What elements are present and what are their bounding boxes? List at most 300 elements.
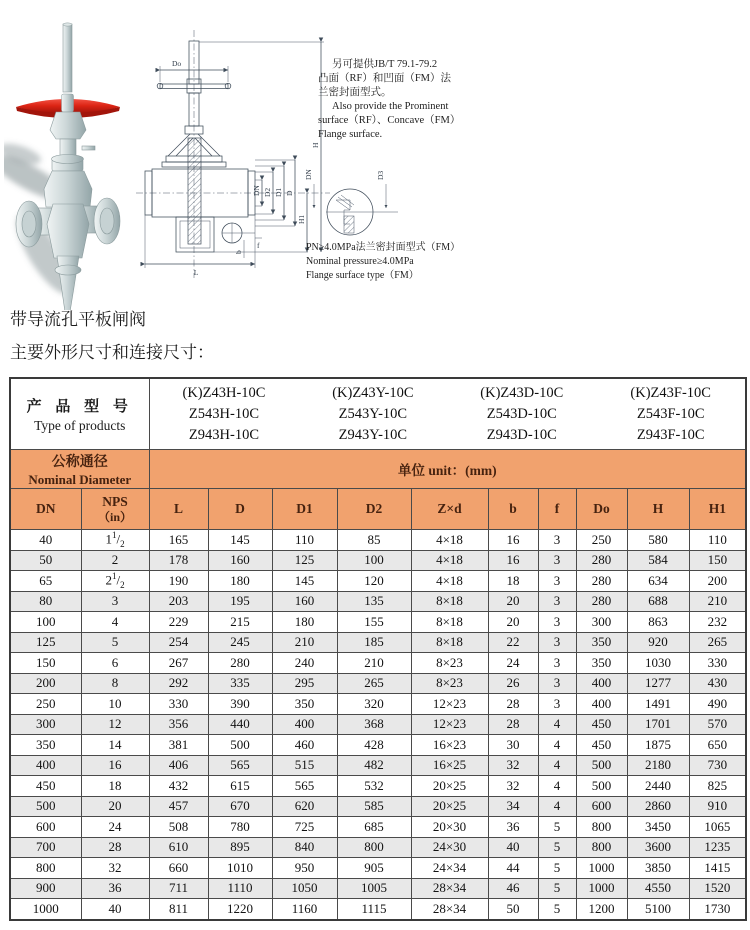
cell: 800 [576, 837, 627, 858]
svg-text:H1: H1 [297, 214, 306, 224]
column-header-label: b [509, 501, 517, 516]
cell: 1875 [627, 735, 689, 756]
cell: 3 [538, 653, 576, 674]
cell: 800 [10, 858, 81, 879]
cell: 200 [689, 571, 746, 592]
cell: 6 [81, 653, 149, 674]
cell: 18 [488, 571, 538, 592]
cell: 8×18 [411, 612, 488, 633]
cell: 8×23 [411, 673, 488, 694]
cell: 584 [627, 550, 689, 571]
cell: 12×23 [411, 694, 488, 715]
cell: 428 [337, 735, 411, 756]
cell: 3 [538, 632, 576, 653]
cell: 267 [149, 653, 208, 674]
cell: 28×34 [411, 878, 488, 899]
cell: 508 [149, 817, 208, 838]
column-header-row [10, 489, 746, 530]
cell: 20×25 [411, 776, 488, 797]
cell: 2 [81, 550, 149, 571]
cell: 1491 [627, 694, 689, 715]
cell: 350 [576, 653, 627, 674]
column-header-7 [411, 489, 488, 530]
valve-photo [4, 18, 139, 310]
cell: 460 [272, 735, 337, 756]
section-titles [10, 303, 214, 369]
cell: 125 [10, 632, 81, 653]
cell: 585 [337, 796, 411, 817]
cell: 500 [10, 796, 81, 817]
cell: 800 [576, 817, 627, 838]
column-header-label: L [174, 501, 184, 516]
cell: 44 [488, 858, 538, 879]
cell: 32 [488, 755, 538, 776]
svg-text:D1: D1 [274, 187, 283, 197]
cell: 24×34 [411, 858, 488, 879]
cell: 40 [81, 899, 149, 920]
cell: 36 [488, 817, 538, 838]
cell: 8×23 [411, 653, 488, 674]
product-model-group-3 [447, 383, 596, 446]
cell: 634 [627, 571, 689, 592]
column-header-3 [149, 489, 208, 530]
cell: 390 [208, 694, 272, 715]
cell: 4×18 [411, 550, 488, 571]
cell: 570 [689, 714, 746, 735]
cell: 190 [149, 571, 208, 592]
cell: 120 [337, 571, 411, 592]
cell: 150 [10, 653, 81, 674]
cell: 350 [10, 735, 81, 756]
nominal-diameter-label-en: Nominal Diameter [28, 471, 132, 487]
cell: 46 [488, 878, 538, 899]
cell: 1065 [689, 817, 746, 838]
table-row-dn-50 [10, 550, 746, 571]
flange-note [318, 58, 514, 142]
column-header-5 [272, 489, 337, 530]
cell: 232 [689, 612, 746, 633]
table-row-dn-65 [10, 571, 746, 592]
cell: 16 [488, 550, 538, 571]
cell: 905 [337, 858, 411, 879]
cell: 450 [576, 735, 627, 756]
note-line: surface（RF）、Concave（FM） [318, 115, 461, 127]
table-row-dn-800 [10, 858, 746, 879]
cell: 245 [208, 632, 272, 653]
cell: 36 [81, 878, 149, 899]
svg-text:DN: DN [304, 169, 313, 180]
cell: 565 [208, 755, 272, 776]
cell: 65 [10, 571, 81, 592]
cell: 20 [81, 796, 149, 817]
cell: 2860 [627, 796, 689, 817]
column-header-label: D1 [296, 501, 313, 516]
cell: 660 [149, 858, 208, 879]
cell: 20 [488, 612, 538, 633]
seat-detail-drawing [298, 164, 402, 246]
dimension-drawing [132, 26, 334, 296]
cell: 4×18 [411, 571, 488, 592]
cell: 490 [689, 694, 746, 715]
cell: 14 [81, 735, 149, 756]
svg-text:L: L [193, 268, 199, 277]
cell: 8×18 [411, 591, 488, 612]
column-header-11 [627, 489, 689, 530]
table-row-dn-100 [10, 612, 746, 633]
table-row-dn-150 [10, 653, 746, 674]
cell: 178 [149, 550, 208, 571]
cell: 16×23 [411, 735, 488, 756]
cell: 229 [149, 612, 208, 633]
cell: 3450 [627, 817, 689, 838]
cell: 8 [81, 673, 149, 694]
cell: 100 [10, 612, 81, 633]
cell: 80 [10, 591, 81, 612]
cell: 24×30 [411, 837, 488, 858]
product-model-group-2 [298, 383, 447, 446]
table-caption: 主要外形尺寸和连接尺寸： [10, 343, 214, 362]
column-header-sublabel: （in） [98, 509, 133, 524]
cell: 4 [538, 755, 576, 776]
cell: 8×18 [411, 632, 488, 653]
cell: 155 [337, 612, 411, 633]
column-header-label: H1 [708, 501, 726, 516]
cell: 3 [538, 530, 576, 551]
cell: 3 [538, 550, 576, 571]
cell: 100 [337, 550, 411, 571]
product-model: Z543Y-10C [338, 405, 408, 422]
table-row-dn-300 [10, 714, 746, 735]
cell: 24 [488, 653, 538, 674]
cell: 400 [576, 673, 627, 694]
cell: 600 [576, 796, 627, 817]
cell: 24 [81, 817, 149, 838]
column-header-label: f [554, 501, 560, 516]
cell: 1160 [272, 899, 337, 920]
svg-text:f: f [257, 241, 260, 250]
cell: 135 [337, 591, 411, 612]
cell: 615 [208, 776, 272, 797]
cell: 3 [538, 694, 576, 715]
cell: 350 [576, 632, 627, 653]
product-model: Z943Y-10C [338, 426, 408, 443]
product-models-cell [149, 378, 746, 450]
cell: 3 [538, 612, 576, 633]
cell: 1030 [627, 653, 689, 674]
cell: 292 [149, 673, 208, 694]
cell: 580 [627, 530, 689, 551]
column-header-label: DN [36, 501, 56, 516]
cell: 600 [10, 817, 81, 838]
column-header-6 [337, 489, 411, 530]
cell: 330 [149, 694, 208, 715]
cell: 950 [272, 858, 337, 879]
cell: 28 [488, 714, 538, 735]
svg-text:b: b [234, 250, 243, 254]
cell: 20×25 [411, 796, 488, 817]
technical-drawing [132, 26, 334, 296]
cell: 400 [576, 694, 627, 715]
cell: 145 [272, 571, 337, 592]
table-row-dn-450 [10, 776, 746, 797]
cell: 320 [337, 694, 411, 715]
note-line: Flange surface. [318, 129, 383, 141]
column-header-label: Do [593, 501, 610, 516]
note-line: PN≥4.0MPa法兰密封面型式（FM） [306, 242, 461, 253]
table-row-dn-900 [10, 878, 746, 899]
dimension-table [9, 377, 747, 921]
cell: 3600 [627, 837, 689, 858]
cell: 5100 [627, 899, 689, 920]
cell: 5 [538, 899, 576, 920]
cell: 40 [10, 530, 81, 551]
cell: 1200 [576, 899, 627, 920]
cell: 5 [538, 878, 576, 899]
cell: 20×30 [411, 817, 488, 838]
column-header-label: D [235, 501, 245, 516]
cell: 1050 [272, 878, 337, 899]
valve-bonnet [44, 112, 95, 207]
cell: 160 [272, 591, 337, 612]
product-model-group-1 [150, 383, 299, 446]
unit-label: 单位 unit：(mm) [149, 450, 746, 489]
product-type-label-en: Type of products [34, 417, 126, 433]
cell: 16 [81, 755, 149, 776]
cell: 300 [10, 714, 81, 735]
cell: 620 [272, 796, 337, 817]
cell: 210 [689, 591, 746, 612]
cell: 780 [208, 817, 272, 838]
svg-text:D2: D2 [263, 187, 272, 197]
cell: 356 [149, 714, 208, 735]
cell: 3 [538, 571, 576, 592]
cell: 670 [208, 796, 272, 817]
cell: 110 [272, 530, 337, 551]
cell: 500 [576, 755, 627, 776]
cell: 5 [81, 632, 149, 653]
cell: 50 [10, 550, 81, 571]
cell: 200 [10, 673, 81, 694]
cell: 4 [81, 612, 149, 633]
cell: 300 [576, 612, 627, 633]
cell: 32 [81, 858, 149, 879]
cell: 863 [627, 612, 689, 633]
cell: 1220 [208, 899, 272, 920]
cell: 5 [538, 837, 576, 858]
note-line: 另可提供JB/T 79.1-79.2 [332, 59, 438, 70]
cell: 1115 [337, 899, 411, 920]
svg-text:Do: Do [172, 59, 182, 68]
cell: 3 [538, 591, 576, 612]
column-header-9 [538, 489, 576, 530]
product-model: Z943H-10C [188, 426, 260, 443]
note-line: Nominal pressure≥4.0MPa [306, 256, 414, 267]
cell: 185 [337, 632, 411, 653]
cell: 700 [10, 837, 81, 858]
cell: 685 [337, 817, 411, 838]
cell: 400 [272, 714, 337, 735]
cell: 450 [576, 714, 627, 735]
gate-plate [188, 138, 201, 244]
cell: 532 [337, 776, 411, 797]
cell: 1005 [337, 878, 411, 899]
cell: 3 [81, 591, 149, 612]
table-row-dn-700 [10, 837, 746, 858]
product-model: Z943D-10C [486, 426, 557, 443]
product-type-header [10, 378, 149, 450]
cell: 180 [208, 571, 272, 592]
column-header-label: Z×d [437, 501, 462, 516]
column-header-label: NPS [102, 493, 128, 509]
cell: 16×25 [411, 755, 488, 776]
cell: 2180 [627, 755, 689, 776]
cell: 3 [538, 673, 576, 694]
page-title: 带导流孔平板闸阀 [10, 310, 146, 329]
cell: 1415 [689, 858, 746, 879]
cell: 610 [149, 837, 208, 858]
cell: 368 [337, 714, 411, 735]
cell: 1730 [689, 899, 746, 920]
product-model: (K)Z43D-10C [480, 384, 564, 401]
cell: 482 [337, 755, 411, 776]
column-header-12 [689, 489, 746, 530]
cell: 12×23 [411, 714, 488, 735]
cell: 565 [272, 776, 337, 797]
cell: 210 [272, 632, 337, 653]
cell: 1000 [576, 878, 627, 899]
cell: 400 [10, 755, 81, 776]
cell: 1520 [689, 878, 746, 899]
table-row-dn-80 [10, 591, 746, 612]
cell: 432 [149, 776, 208, 797]
cell: 22 [488, 632, 538, 653]
cell: 335 [208, 673, 272, 694]
cell: 195 [208, 591, 272, 612]
product-model: Z543D-10C [486, 405, 557, 422]
svg-text:H: H [311, 142, 320, 148]
product-models [150, 383, 746, 446]
cell: 1110 [208, 878, 272, 899]
cell: 34 [488, 796, 538, 817]
cell: 295 [272, 673, 337, 694]
seat-detail-image [298, 164, 402, 246]
flange-note-en [318, 100, 514, 142]
cell: 3850 [627, 858, 689, 879]
note-line: 兰密封面型式。 [318, 87, 392, 99]
cell: 145 [208, 530, 272, 551]
cell: 2440 [627, 776, 689, 797]
svg-text:D3: D3 [376, 170, 385, 180]
cell: 280 [576, 550, 627, 571]
cell: 280 [576, 571, 627, 592]
cell: 240 [272, 653, 337, 674]
cell: 650 [689, 735, 746, 756]
table-row-dn-1000 [10, 899, 746, 920]
cell: 5 [538, 817, 576, 838]
cell: 265 [337, 673, 411, 694]
nominal-diameter-header [10, 450, 149, 489]
cell: 725 [272, 817, 337, 838]
product-type-label-cn: 产 品 型 号 [26, 398, 133, 415]
cell: 500 [576, 776, 627, 797]
cell: 5 [538, 858, 576, 879]
column-header-10 [576, 489, 627, 530]
column-header-label: D2 [365, 501, 383, 516]
cell: 330 [689, 653, 746, 674]
cell: 1701 [627, 714, 689, 735]
svg-text:D: D [285, 190, 294, 196]
cell: 920 [627, 632, 689, 653]
cell: 730 [689, 755, 746, 776]
cell: 711 [149, 878, 208, 899]
valve-photo-image [4, 18, 139, 310]
cell: 180 [272, 612, 337, 633]
cell: 811 [149, 899, 208, 920]
product-model: (K)Z43H-10C [182, 384, 266, 401]
cell: 28×34 [411, 899, 488, 920]
table-body [10, 530, 746, 920]
cell: 1000 [576, 858, 627, 879]
cell: 30 [488, 735, 538, 756]
product-model: Z943F-10C [636, 426, 705, 443]
table-row-dn-40 [10, 530, 746, 551]
cell: 406 [149, 755, 208, 776]
cell: 12 [81, 714, 149, 735]
table-row-dn-350 [10, 735, 746, 756]
cell: 4 [538, 796, 576, 817]
dim-diameters [252, 160, 295, 226]
product-model: (K)Z43F-10C [630, 384, 711, 401]
cell: 4 [538, 776, 576, 797]
cell: 28 [488, 694, 538, 715]
cell: 254 [149, 632, 208, 653]
cell: 1235 [689, 837, 746, 858]
cell: 20 [488, 591, 538, 612]
table-row-dn-600 [10, 817, 746, 838]
column-header-8 [488, 489, 538, 530]
cell: 500 [208, 735, 272, 756]
cell: 203 [149, 591, 208, 612]
table-row-dn-400 [10, 755, 746, 776]
cell: 215 [208, 612, 272, 633]
cell: 280 [576, 591, 627, 612]
cell: 900 [10, 878, 81, 899]
cell: 150 [689, 550, 746, 571]
bypass-boss [222, 223, 255, 243]
cell: 160 [208, 550, 272, 571]
cell: 4 [538, 735, 576, 756]
cell: 840 [272, 837, 337, 858]
cell: 40 [488, 837, 538, 858]
valve-stem [63, 24, 72, 92]
column-header-2 [81, 489, 149, 530]
note-line: 凸面（RF）和凹面（FM）法 [318, 73, 452, 85]
dim-h1 [214, 193, 308, 252]
svg-text:DN: DN [252, 185, 261, 196]
column-header-1 [10, 489, 81, 530]
nominal-diameter-label-cn: 公称通径 [51, 454, 108, 470]
table-row-dn-125 [10, 632, 746, 653]
cell: 350 [272, 694, 337, 715]
product-type-row [10, 378, 746, 450]
cell: 430 [689, 673, 746, 694]
cell: 688 [627, 591, 689, 612]
cell: 440 [208, 714, 272, 735]
cell: 895 [208, 837, 272, 858]
table-row-dn-200 [10, 673, 746, 694]
cell: 10 [81, 694, 149, 715]
cell: 50 [488, 899, 538, 920]
